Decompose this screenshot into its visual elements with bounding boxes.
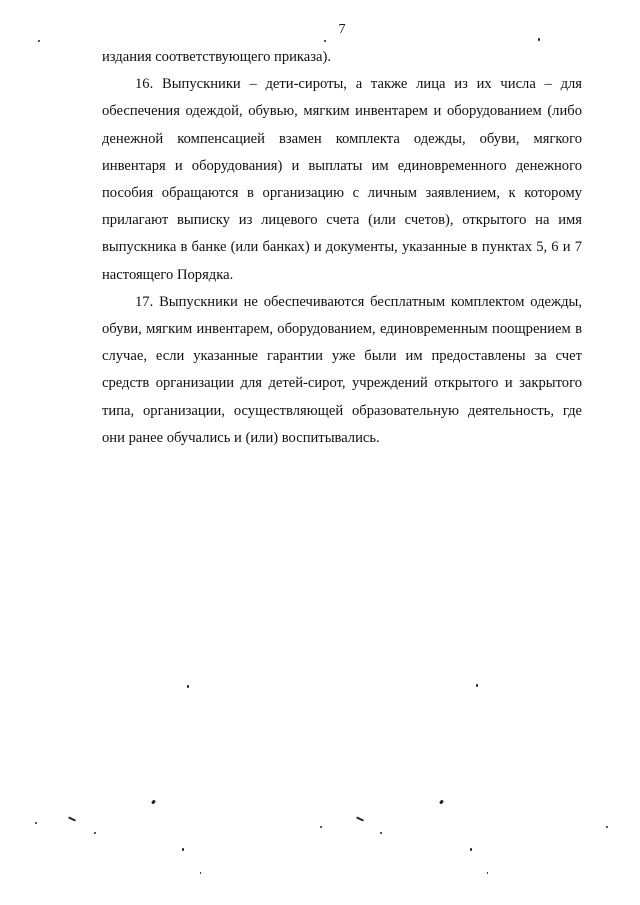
scan-speck [324, 40, 326, 42]
scan-speck [606, 826, 608, 828]
scan-speck [182, 848, 184, 851]
scan-speck [470, 848, 472, 851]
scan-speck [538, 38, 540, 41]
scan-speck [94, 832, 96, 834]
scan-speck [439, 800, 444, 805]
scan-speck [320, 826, 322, 828]
document-body [102, 44, 582, 452]
scan-speck [35, 822, 37, 824]
scan-speck [187, 685, 189, 688]
page-number: 7 [338, 22, 346, 37]
scan-speck [487, 872, 488, 874]
paragraph-continuation: издания соответствующего приказа). [102, 49, 332, 65]
scan-speck [151, 800, 156, 805]
scan-speck [68, 816, 76, 821]
scan-speck [476, 684, 478, 687]
scan-speck [356, 816, 364, 821]
paragraph-16: 16. Выпускники – дети-сироты, а также лица из их числа – для обеспечения одеждой, обувью, мягким инвентарем и оборудованием (либо денежной компенсацией взамен комплекта одежды, обуви, мягкого инвентаря и оборудования) и выплаты им единовременного денежного пособия обращаются в организацию с личным заявлением, к которому прилагают выписку из лицевого счета (или счетов), открытого на имя выпускника в банке (или банках) и документы, указанные в пунктах 5, 6 и 7 настоящего Порядка. [102, 76, 582, 283]
scan-speck [200, 872, 201, 874]
scan-speck [380, 832, 382, 834]
scan-speck [38, 40, 40, 42]
paragraph-17: 17. Выпускники не обеспечиваются бесплатным комплектом одежды, обуви, мягким инвентарем, оборудованием, единовременным поощрением в случае, если указанные гарантии уже были им предоставлены за счет средств организации для детей-сирот, учреждений открытого и закрытого типа, организации, осуществляющей образовательную деятельность, где они ранее обучались и (или) воспитывались. [102, 293, 582, 446]
